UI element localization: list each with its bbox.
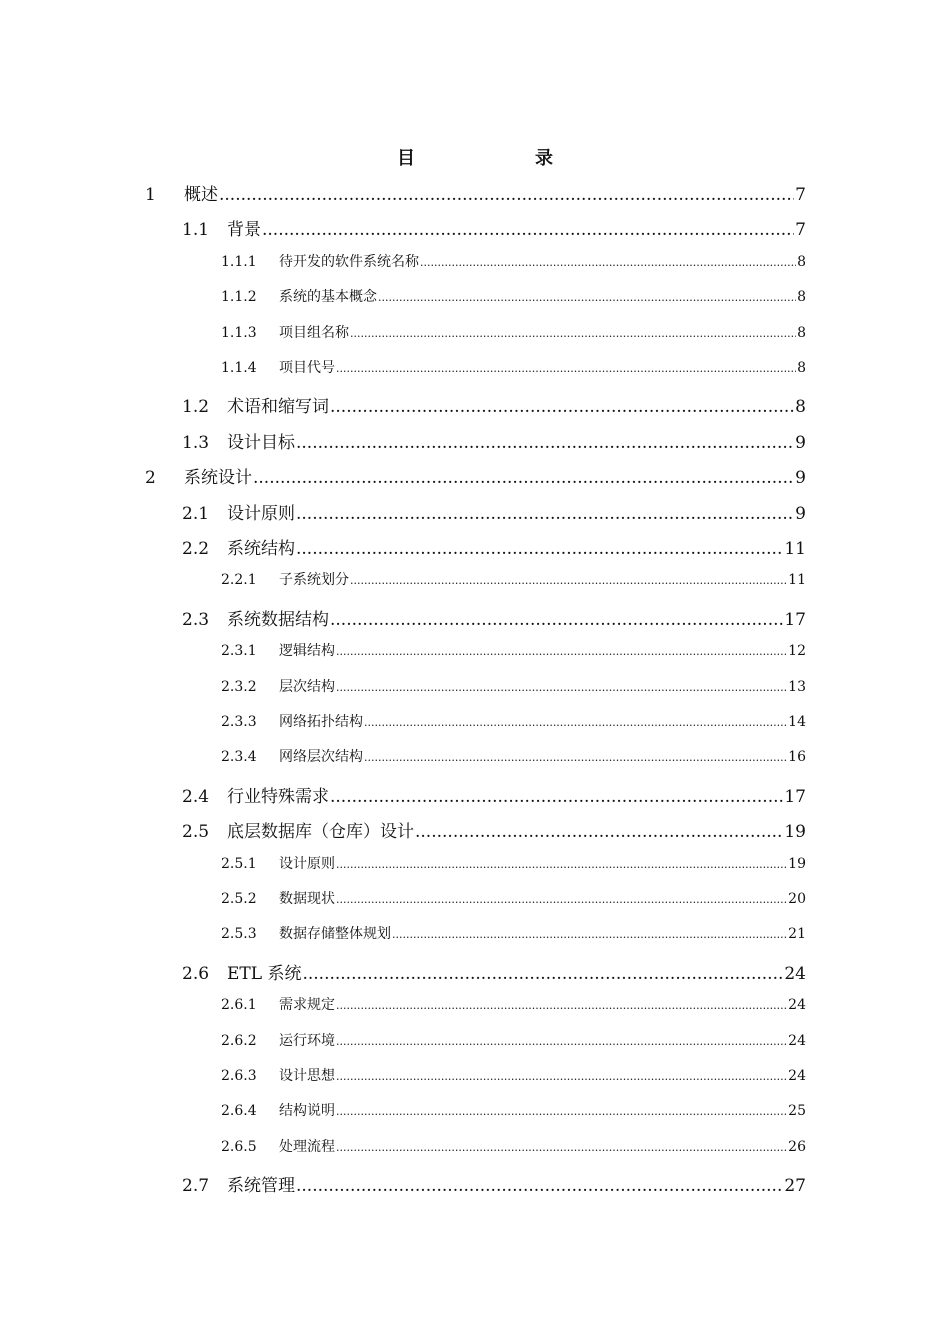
toc-entry-page-number: 24 (784, 963, 806, 984)
toc-entry-title: 处理流程 (279, 1138, 335, 1155)
toc-entry-level-3[interactable] (221, 251, 806, 271)
toc-entry-title: 逻辑结构 (279, 643, 335, 660)
toc-entry-page-number: 8 (797, 253, 806, 270)
toc-dot-leader (296, 539, 783, 559)
toc-entry-level-3[interactable] (221, 888, 806, 908)
toc-entry-number: 2.6 (182, 963, 210, 984)
toc-entry-page-number: 25 (788, 1103, 806, 1120)
toc-entry-number: 1.1.3 (221, 324, 257, 341)
toc-dot-leader (336, 681, 787, 694)
toc-dot-leader (364, 751, 787, 764)
toc-entry-number: 2.5.3 (221, 926, 257, 943)
toc-entry-level-2[interactable] (182, 1171, 806, 1196)
toc-dot-leader (415, 822, 783, 842)
toc-entry-title: 系统结构 (227, 539, 295, 559)
toc-entry-number: 2.6.5 (221, 1138, 257, 1155)
toc-entry-page-number: 8 (795, 397, 806, 418)
toc-entry-number: 2.4 (182, 786, 210, 807)
toc-entry-title: 术语和缩写词 (227, 397, 329, 418)
toc-entry-level-3[interactable] (221, 569, 806, 589)
toc-entry-level-3[interactable] (221, 1065, 806, 1085)
toc-entry-page-number: 12 (788, 643, 806, 660)
toc-entry-page-number: 8 (797, 360, 806, 376)
toc-entry-number: 2.2 (182, 539, 210, 559)
toc-entry-level-3[interactable] (221, 1136, 806, 1156)
toc-entry-level-3[interactable] (221, 853, 806, 873)
toc-entry-title: 系统数据结构 (227, 609, 329, 630)
toc-entry-title: 概述 (184, 185, 218, 205)
toc-entry-number: 2.1 (182, 503, 210, 524)
toc-entry-title: ETL 系统 (227, 963, 302, 984)
toc-entry-number: 2.6.4 (221, 1103, 257, 1120)
toc-entry-level-3[interactable] (221, 1100, 806, 1120)
toc-entry-title: 运行环境 (279, 1032, 335, 1049)
toc-entry-page-number: 14 (788, 714, 806, 730)
toc-entry-title: 底层数据库（仓库）设计 (227, 822, 414, 843)
toc-dot-leader (330, 397, 794, 417)
toc-dot-leader (219, 185, 794, 205)
toc-entry-title: 背景 (227, 220, 261, 241)
toc-dot-leader (336, 858, 787, 871)
toc-entry-level-2[interactable] (182, 817, 806, 842)
toc-entry-number: 2.3 (182, 609, 210, 630)
toc-entry-level-3[interactable] (221, 994, 806, 1014)
toc-dot-leader (296, 504, 794, 524)
toc-entry-level-2[interactable] (182, 215, 806, 240)
toc-entry-page-number: 13 (788, 678, 806, 695)
toc-dot-leader (350, 574, 787, 587)
toc-entry-page-number: 20 (788, 891, 806, 907)
toc-entry-page-number: 8 (797, 289, 806, 306)
toc-entry-level-3[interactable] (221, 640, 806, 660)
toc-entry-level-2[interactable] (182, 392, 806, 417)
toc-dot-leader (262, 220, 794, 240)
toc-entry-page-number: 24 (788, 1032, 806, 1049)
toc-entry-page-number: 19 (784, 822, 806, 843)
toc-entry-title: 层次结构 (279, 678, 335, 695)
toc-dot-leader (253, 468, 794, 488)
toc-entry-level-2[interactable] (182, 605, 806, 630)
toc-entry-page-number: 7 (795, 220, 806, 241)
toc-entry-number: 2.3.2 (221, 678, 257, 695)
toc-dot-leader (378, 291, 796, 304)
toc-entry-page-number: 7 (795, 185, 806, 205)
toc-entry-title: 设计思想 (279, 1068, 335, 1084)
toc-entry-level-3[interactable] (221, 923, 806, 943)
toc-entry-title: 数据存储整体规划 (279, 926, 391, 943)
toc-entry-level-2[interactable] (182, 428, 806, 453)
toc-entry-level-3[interactable] (221, 286, 806, 306)
toc-entry-page-number: 11 (788, 572, 806, 589)
toc-entry-number: 2.5.1 (221, 855, 257, 872)
toc-entry-page-number: 9 (795, 468, 806, 489)
toc-entry-page-number: 17 (784, 786, 806, 807)
toc-entry-title: 结构说明 (279, 1103, 335, 1120)
toc-dot-leader (336, 1105, 787, 1118)
toc-dot-leader (420, 256, 796, 269)
toc-entry-title: 数据现状 (279, 891, 335, 907)
toc-entry-level-3[interactable] (221, 1030, 806, 1050)
toc-entry-level-3[interactable] (221, 357, 806, 377)
toc-dot-leader (296, 433, 794, 453)
toc-entry-number: 2.2.1 (221, 572, 257, 589)
toc-entry-number: 2.3.1 (221, 643, 257, 660)
toc-dot-leader (364, 716, 787, 729)
toc-entry-number: 2.6.2 (221, 1032, 257, 1049)
toc-entry-page-number: 24 (788, 997, 806, 1014)
toc-entry-number: 2.3.4 (221, 749, 257, 766)
toc-entry-number: 1.1 (182, 220, 210, 241)
toc-dot-leader (336, 362, 796, 375)
toc-entry-page-number: 8 (797, 324, 806, 341)
toc-entry-number: 1.3 (182, 432, 210, 453)
toc-entry-level-3[interactable] (221, 322, 806, 342)
toc-dot-leader (302, 964, 783, 984)
toc-dot-leader (296, 1176, 783, 1196)
toc-entry-level-1[interactable] (145, 463, 806, 488)
toc-dot-leader (336, 645, 787, 658)
toc-title: 目 录 (397, 148, 581, 169)
toc-entry-title: 系统的基本概念 (279, 289, 377, 306)
toc-entry-page-number: 27 (784, 1176, 806, 1197)
toc-entry-page-number: 9 (795, 503, 806, 524)
toc-entry-level-2[interactable] (182, 534, 806, 559)
toc-entry-title: 行业特殊需求 (227, 786, 329, 807)
toc-entry-page-number: 17 (784, 609, 806, 630)
toc-entry-level-3[interactable] (221, 676, 806, 696)
toc-dot-leader (350, 327, 796, 340)
toc-entry-level-2[interactable] (182, 499, 806, 524)
toc-entry-page-number: 11 (784, 539, 806, 559)
toc-entry-title: 系统管理 (227, 1176, 295, 1197)
toc-entry-number: 2.5.2 (221, 891, 257, 907)
toc-dot-leader (336, 1070, 787, 1083)
toc-entry-title: 需求规定 (279, 997, 335, 1014)
toc-entry-number: 1.1.4 (221, 360, 257, 376)
toc-entry-number: 2.6.3 (221, 1068, 257, 1084)
toc-entry-page-number: 9 (795, 432, 806, 453)
toc-entry-page-number: 24 (788, 1068, 806, 1084)
toc-dot-leader (336, 893, 787, 906)
toc-dot-leader (330, 787, 783, 807)
toc-entry-title: 设计原则 (227, 503, 295, 524)
toc-entry-number: 2 (145, 468, 156, 489)
toc-entry-page-number: 26 (788, 1138, 806, 1155)
toc-entry-number: 2.6.1 (221, 997, 257, 1014)
toc-entry-title: 项目代号 (279, 360, 335, 376)
toc-dot-leader (336, 999, 787, 1012)
toc-entry-page-number: 19 (788, 855, 806, 872)
toc-entry-title: 待开发的软件系统名称 (279, 253, 419, 270)
toc-entry-number: 2.5 (182, 822, 210, 843)
toc-entry-title: 项目组名称 (279, 324, 349, 341)
toc-entry-number: 1.1.2 (221, 289, 257, 306)
toc-entry-title: 网络层次结构 (279, 749, 363, 766)
toc-dot-leader (336, 1141, 787, 1154)
toc-entry-number: 2.7 (182, 1176, 210, 1197)
toc-entry-number: 2.3.3 (221, 714, 257, 730)
toc-dot-leader (336, 1035, 787, 1048)
toc-entry-level-3[interactable] (221, 711, 806, 731)
toc-entry-title: 设计目标 (227, 432, 295, 453)
toc-entry-number: 1 (145, 185, 156, 205)
toc-entry-title: 网络拓扑结构 (279, 714, 363, 730)
toc-entry-number: 1.2 (182, 397, 210, 418)
toc-dot-leader (330, 610, 783, 630)
toc-entry-level-2[interactable] (182, 782, 806, 807)
toc-entry-level-1[interactable] (145, 180, 806, 205)
toc-entry-page-number: 16 (788, 749, 806, 766)
toc-entry-page-number: 21 (788, 926, 806, 943)
toc-dot-leader (392, 928, 787, 941)
toc-entry-title: 设计原则 (279, 855, 335, 872)
toc-entry-level-3[interactable] (221, 746, 806, 766)
toc-entry-title: 子系统划分 (279, 572, 349, 589)
toc-entry-level-2[interactable] (182, 959, 806, 984)
toc-entry-title: 系统设计 (184, 468, 252, 489)
toc-entry-number: 1.1.1 (221, 253, 257, 270)
